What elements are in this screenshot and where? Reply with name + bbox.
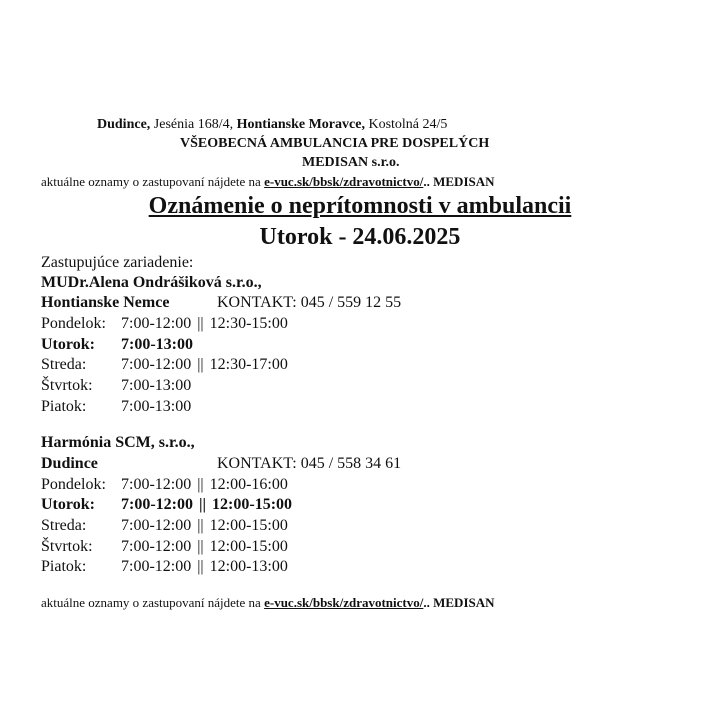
facility2-hours-row xyxy=(41,558,288,576)
time-slot-1: 7:00-13:00 xyxy=(121,336,193,353)
time-slot-1: 7:00-12:00 xyxy=(121,356,192,373)
time-slot-2: 12:00-15:00 xyxy=(209,538,288,555)
footer-notice-suffix: .. MEDISAN xyxy=(423,595,495,610)
time-slot-2: 12:00-15:00 xyxy=(209,517,288,534)
time-slot-1: 7:00-12:00 xyxy=(121,476,192,493)
header-notice-suffix: .. MEDISAN xyxy=(423,174,495,189)
time-slot-1: 7:00-13:00 xyxy=(121,398,192,415)
facility2-hours-row xyxy=(41,538,288,556)
time-separator: || xyxy=(197,558,204,575)
time-slot-1: 7:00-12:00 xyxy=(121,517,192,534)
time-slot-1: 7:00-12:00 xyxy=(121,315,192,332)
time-slot-1: 7:00-12:00 xyxy=(121,496,193,513)
header-company: MEDISAN s.r.o. xyxy=(302,155,400,170)
replacement-label: Zastupujúce zariadenie: xyxy=(41,254,194,271)
time-separator: || xyxy=(197,538,204,555)
time-separator: || xyxy=(197,476,204,493)
time-slot-1: 7:00-12:00 xyxy=(121,538,192,555)
header-address-2: Kostolná 24/5 xyxy=(364,117,448,132)
time-separator: || xyxy=(197,356,204,373)
time-slot-1: 7:00-13:00 xyxy=(121,377,192,394)
footer-notice xyxy=(41,595,495,611)
facility2-city-row xyxy=(41,455,641,473)
day-label: Utorok: xyxy=(41,496,95,513)
day-label: Štvrtok: xyxy=(41,377,93,394)
facility1-hours-row xyxy=(41,315,288,333)
day-label: Streda: xyxy=(41,356,87,373)
day-label: Pondelok: xyxy=(41,476,106,493)
facility1-hours-row xyxy=(41,336,193,354)
time-slot-2: 12:00-16:00 xyxy=(209,476,288,493)
header-clinic-type: VŠEOBECNÁ AMBULANCIA PRE DOSPELÝCH xyxy=(180,136,490,151)
day-label: Piatok: xyxy=(41,398,87,415)
facility2-hours-row xyxy=(41,496,292,514)
facility1-city: Hontianske Nemce xyxy=(41,294,170,311)
facility1-contact: KONTAKT: 045 / 559 12 55 xyxy=(217,294,402,311)
time-slot-2: 12:30-17:00 xyxy=(209,356,288,373)
facility2-name: Harmónia SCM, s.r.o., xyxy=(41,434,195,451)
facility2-contact: KONTAKT: 045 / 558 34 61 xyxy=(217,455,402,472)
header-notice-link[interactable]: e-vuc.sk/bbsk/zdravotnictvo/ xyxy=(264,174,424,189)
facility1-hours-row xyxy=(41,377,191,395)
facility2-hours-row xyxy=(41,517,288,535)
day-label: Pondelok: xyxy=(41,315,106,332)
facility2-hours-row xyxy=(41,476,288,494)
footer-notice-text: aktuálne oznamy o zastupovaní nájdete na xyxy=(41,595,265,610)
header-town-1: Dudince, xyxy=(97,117,151,132)
time-slot-2: 12:00-13:00 xyxy=(209,558,288,575)
header-notice-text: aktuálne oznamy o zastupovaní nájdete na xyxy=(41,174,265,189)
time-slot-2: 12:00-15:00 xyxy=(212,496,293,513)
time-separator: || xyxy=(197,315,204,332)
day-label: Utorok: xyxy=(41,336,95,353)
header-notice xyxy=(41,174,495,190)
time-slot-1: 7:00-12:00 xyxy=(121,558,192,575)
day-label: Štvrtok: xyxy=(41,538,93,555)
footer-notice-link[interactable]: e-vuc.sk/bbsk/zdravotnictvo/ xyxy=(264,595,424,610)
facility1-hours-row xyxy=(41,398,191,416)
header-address-line xyxy=(97,117,447,133)
page-title: Oznámenie o neprítomnosti v ambulancii xyxy=(148,193,572,219)
day-label: Piatok: xyxy=(41,558,87,575)
day-label: Streda: xyxy=(41,517,87,534)
facility1-city-row xyxy=(41,294,641,312)
facility2-city: Dudince xyxy=(41,455,98,472)
time-separator: || xyxy=(198,496,207,513)
header-town-2: Hontianske Moravce, xyxy=(236,117,365,132)
time-slot-2: 12:30-15:00 xyxy=(209,315,288,332)
header-address-1: Jesénia 168/4, xyxy=(150,117,237,132)
facility1-name: MUDr.Alena Ondrášiková s.r.o., xyxy=(41,274,262,291)
absence-date: Utorok - 24.06.2025 xyxy=(259,224,461,250)
time-separator: || xyxy=(197,517,204,534)
facility1-hours-row xyxy=(41,356,288,374)
